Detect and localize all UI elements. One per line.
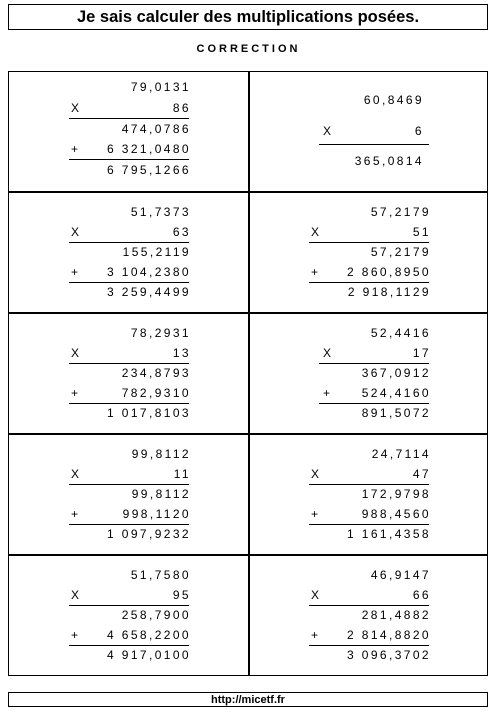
operator-x: X [323,346,334,360]
operator-x: X [71,101,82,115]
operator-x: X [311,467,322,481]
problem-cell-10 [249,556,487,675]
plus-sign: + [71,142,81,156]
plus-sign: + [71,265,81,279]
operator-x: X [71,346,82,360]
problem-cell-8 [249,435,487,554]
multiplicand: 51,7373 [130,205,191,219]
product-line [69,484,189,485]
partial-product-1: 367,0912 [361,366,431,380]
multiplicand: 24,7114 [371,447,431,461]
final-result: 4 917,0100 [106,648,191,662]
plus-sign: + [311,265,321,279]
product-line [69,242,189,243]
partial-product-1: 474,0786 [121,122,191,136]
plus-sign: + [311,628,321,642]
multiplication-grid [8,71,488,676]
multiplicand: 52,4416 [370,326,431,340]
final-result: 1 161,4358 [346,527,431,541]
sum-line [309,524,429,525]
operator-x: X [71,467,82,481]
final-result: 365,0814 [354,154,424,168]
operator-x: X [71,225,82,239]
multiplier: 51 [412,225,431,239]
footer-link[interactable]: http://micetf.fr [8,692,488,707]
sum-line [69,282,189,283]
operator-x: X [71,588,82,602]
multiplier: 95 [172,588,191,602]
page-subtitle: CORRECTION [196,43,301,55]
problem-cell-9 [9,556,248,675]
partial-product-2: 2 860,8950 [346,265,431,279]
problem-cell-2 [249,72,487,191]
multiplicand: 57,2179 [370,205,431,219]
partial-product-2: 782,9310 [121,386,191,400]
partial-product-2: 998,1120 [122,507,191,521]
multiplier: 17 [412,346,431,360]
final-result: 1 097,9232 [106,527,191,541]
multiplicand: 99,8112 [131,447,191,461]
problem-cell-1 [9,72,248,191]
final-result: 2 918,1129 [347,285,431,299]
product-line [69,118,189,119]
partial-product-1: 258,7900 [121,608,191,622]
multiplier: 63 [172,225,191,239]
partial-product-1: 172,9798 [361,487,431,501]
partial-product-1: 155,2119 [122,245,191,259]
multiplicand: 78,2931 [130,326,191,340]
problem-cell-5 [9,314,248,433]
sum-line [309,645,429,646]
partial-product-2: 3 104,2380 [106,265,191,279]
operator-x: X [323,124,334,138]
plus-sign: + [71,386,81,400]
final-result: 1 017,8103 [106,406,191,420]
plus-sign: + [311,507,321,521]
multiplicand: 79,0131 [130,80,191,94]
partial-product-2: 4 658,2200 [106,628,191,642]
multiplier: 6 [414,124,424,138]
partial-product-1: 281,4882 [361,608,431,622]
product-line [309,484,429,485]
product-line [319,144,429,145]
sum-line [69,159,189,160]
final-result: 6 795,1266 [106,163,191,177]
multiplier: 66 [412,588,431,602]
final-result: 891,5072 [361,406,431,420]
problem-cell-7 [9,435,248,554]
page-title: Je sais calculer des multiplications posées. [8,4,488,30]
partial-product-2: 988,4560 [361,507,431,521]
partial-product-1: 234,8793 [121,366,191,380]
product-line [309,242,429,243]
product-line [69,605,189,606]
operator-x: X [311,225,322,239]
plus-sign: + [323,386,333,400]
partial-product-2: 6 321,0480 [106,142,191,156]
sum-line [69,524,189,525]
plus-sign: + [71,507,81,521]
multiplier: 47 [412,467,431,481]
sum-line [69,645,189,646]
partial-product-1: 57,2179 [370,245,431,259]
final-result: 3 096,3702 [346,648,431,662]
multiplicand: 60,8469 [363,93,424,107]
product-line [69,363,189,364]
multiplier: 11 [173,467,191,481]
multiplicand: 51,7580 [130,568,191,582]
sum-line [69,403,189,404]
product-line [309,605,429,606]
multiplier: 86 [172,101,191,115]
sum-line [309,282,429,283]
problem-cell-6 [249,314,487,433]
sum-line [319,403,429,404]
partial-product-2: 2 814,8820 [346,628,431,642]
multiplier: 13 [172,346,191,360]
problem-cell-3 [9,193,248,312]
operator-x: X [311,588,322,602]
partial-product-1: 99,8112 [131,487,191,501]
plus-sign: + [71,628,81,642]
product-line [319,363,429,364]
multiplicand: 46,9147 [370,568,431,582]
partial-product-2: 524,4160 [361,386,431,400]
final-result: 3 259,4499 [106,285,191,299]
problem-cell-4 [249,193,487,312]
